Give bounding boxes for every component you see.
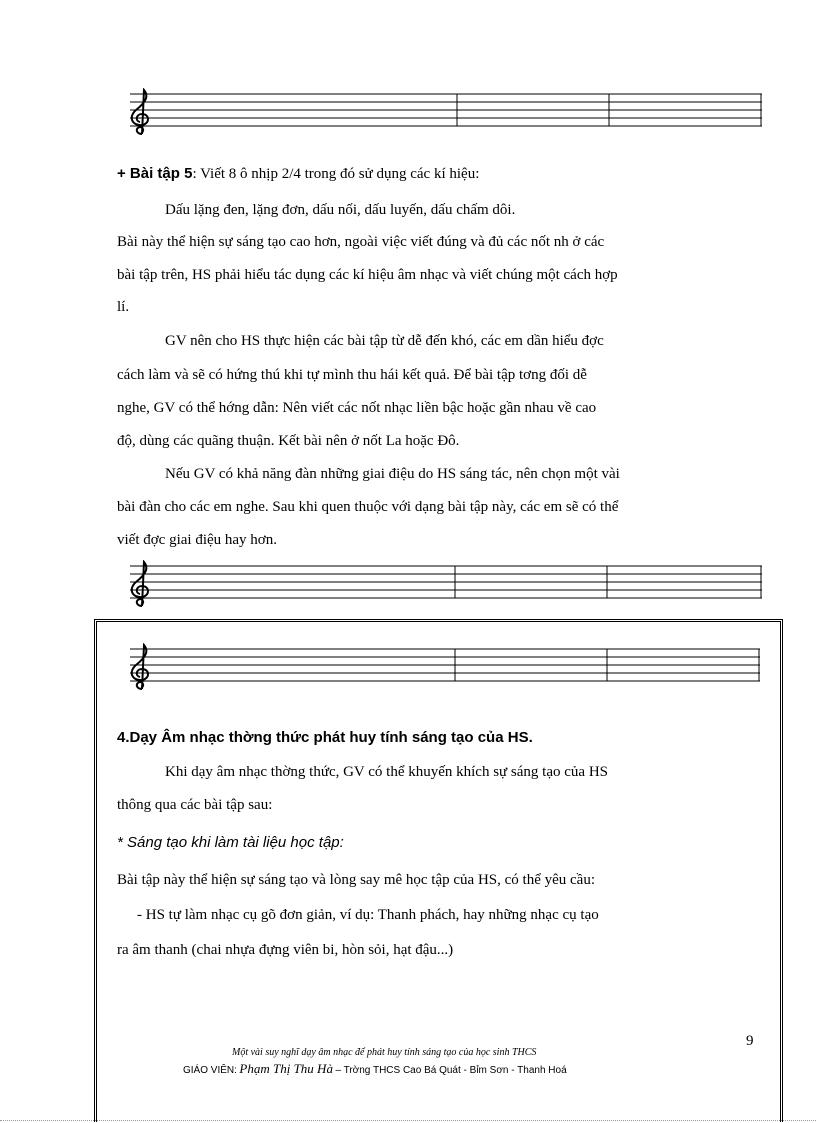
para2-line-2: cách làm và sẽ có hứng thú khi tự mình thu hái kết quả. Để bài tập tơng đối dễ bbox=[117, 367, 587, 383]
section4-desc: Bài tập này thể hiện sự sáng tạo và lòng say mê học tập của HS, có thể yêu cầu: bbox=[117, 872, 595, 888]
music-staff-3 bbox=[122, 643, 762, 693]
footer-title: Một vài suy nghĩ dạy âm nhạc để phát huy tính sáng tạo của học sinh THCS bbox=[232, 1047, 537, 1058]
exercise5-text: : Viết 8 ô nhịp 2/4 trong đó sử dụng các kí hiệu: bbox=[192, 166, 480, 182]
section4-heading: 4.Dạy Âm nhạc thờng thức phát huy tính sáng tạo của HS. bbox=[117, 729, 533, 746]
exercise5-line bbox=[117, 165, 479, 183]
para1-line-2: bài tập trên, HS phải hiểu tác dụng các kí hiệu âm nhạc và viết chúng một cách hợp bbox=[117, 267, 618, 283]
bottom-dotted-line bbox=[0, 1120, 816, 1121]
music-staff-1 bbox=[122, 88, 762, 138]
footer-teacher-label: GIÁO VIÊN: bbox=[183, 1065, 237, 1076]
section4-bullet-2: ra âm thanh (chai nhựa đựng viên bi, hòn sỏi, hạt đậu...) bbox=[117, 942, 454, 958]
section4-intro-1: Khi dạy âm nhạc thờng thức, GV có thể khuyến khích sự sáng tạo của HS bbox=[165, 764, 608, 780]
footer-teacher-name: Phạm Thị Thu Hà bbox=[239, 1061, 333, 1076]
treble-clef-icon bbox=[132, 645, 148, 689]
para2-line-1: GV nên cho HS thực hiện các bài tập từ dễ đến khó, các em dần hiểu đợc bbox=[165, 333, 604, 349]
para3-line-3: viết đợc giai điệu hay hơn. bbox=[117, 532, 277, 548]
music-staff-2 bbox=[122, 560, 762, 610]
para3-line-1: Nếu GV có khả năng đàn những giai điệu do HS sáng tác, nên chọn một vài bbox=[165, 466, 620, 482]
treble-clef-icon bbox=[132, 90, 148, 134]
para1-line-3: lí. bbox=[117, 299, 130, 315]
footer-teacher-line bbox=[183, 1061, 567, 1077]
section4-bullet-1: - HS tự làm nhạc cụ gõ đơn giản, ví dụ: Thanh phách, hay những nhạc cụ tạo bbox=[137, 907, 599, 923]
para1-line-1: Bài này thể hiện sự sáng tạo cao hơn, ngoài việc viết đúng và đủ các nốt nh ở các bbox=[117, 234, 605, 250]
treble-clef-icon bbox=[132, 562, 148, 606]
exercise5-symbols: Dấu lặng đen, lặng đơn, dấu nối, dấu luyến, dấu chấm dôi. bbox=[165, 202, 516, 218]
footer-school: – Trờng THCS Cao Bá Quát - Bỉm Sơn - Thanh Hoá bbox=[335, 1065, 567, 1076]
exercise5-label: + Bài tập 5 bbox=[117, 165, 193, 182]
page-number: 9 bbox=[746, 1033, 754, 1049]
para3-line-2: bài đàn cho các em nghe. Sau khi quen thuộc với dạng bài tập này, các em sẽ có thể bbox=[117, 499, 619, 515]
para2-line-3: nghe, GV có thể hớng dẫn: Nên viết các nốt nhạc liền bậc hoặc gần nhau về cao bbox=[117, 400, 597, 416]
para2-line-4: độ, dùng các quãng thuận. Kết bài nên ở nốt La hoặc Đô. bbox=[117, 433, 460, 449]
section4-intro-2: thông qua các bài tập sau: bbox=[117, 797, 273, 813]
section4-subheading: * Sáng tạo khi làm tài liệu học tập: bbox=[117, 834, 344, 851]
